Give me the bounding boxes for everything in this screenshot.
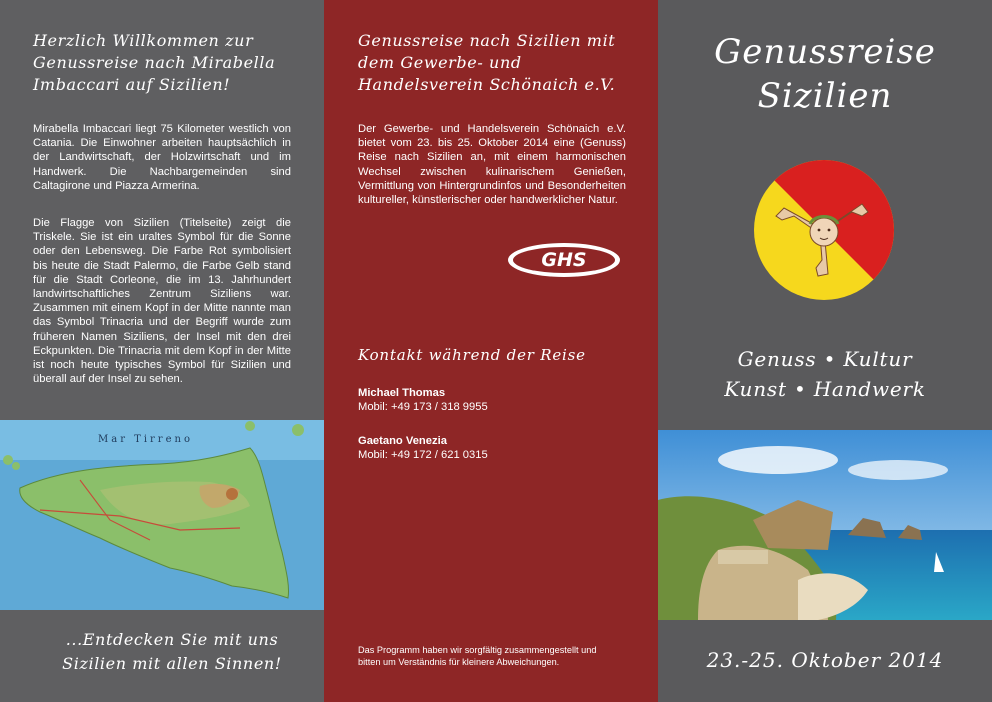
disclaimer-line-2: bitten um Verständnis für kleinere Abweichungen. [358, 657, 560, 667]
middle-panel [324, 0, 658, 702]
contact-name: Michael Thomas [358, 387, 446, 399]
tagline-line-2: Kunst • Handwerk [724, 377, 926, 401]
ghs-logo [506, 240, 622, 280]
map-sea-label: Mar Tirreno [98, 434, 193, 445]
sicily-map [0, 420, 324, 610]
contact-1 [358, 386, 618, 414]
trip-description: Der Gewerbe- und Handelsverein Schönaich e.V. bietet vom 23. bis 25. Oktober 2014 eine (Genuss) Reise nach Sizilien an, mit einem harmonischen Wechsel zwischen kulinarischem Genießen, Vermittlung von Hintergrundinfos und Besonderheiten kultureller, künstlerischer oder handwerklicher Natur. [358, 123, 626, 207]
flag-paragraph: Die Flagge von Sizilien (Titelseite) zeigt die Triskele. Sie ist ein uraltes Symbol für die Sonne oder den Lebensweg. Die Farbe Rot symbolisiert bis heute die Stadt Palermo, die Farbe Gelb stand für die Stadt Corleone, die im 13. Jahrhundert landwirtschaftliches Zentrum Siziliens war. Zusammen mit einem Kopf in der Mitte nannte man das Symbol Trinacria und der Begriff wurde zum früheren Namen Siziliens, der Insel mit den drei Eckpunkten. Die Trinacria mit dem Kopf in der Mitte ist noch heute typisches Symbol für Sizilien und überall auf der Insel zu sehen. [33, 217, 291, 386]
ghs-logo-text: GHS [541, 249, 587, 271]
tagline-line-1: Genuss • Kultur [737, 347, 913, 371]
disclaimer-line-1: Das Programm haben wir sorgfältig zusammengestellt und [358, 645, 597, 655]
cover-tagline [658, 344, 992, 404]
contact-phone: Mobil: +49 172 / 621 0315 [358, 449, 488, 462]
closing-line-1: ...Entdecken Sie mit uns [65, 630, 279, 649]
welcome-heading: Herzlich Willkommen zur Genussreise nach Mirabella Imbaccari auf Sizilien! [33, 31, 276, 94]
trip-heading: Genussreise nach Sizilien mit dem Gewerbe- und Handelsverein Schönaich e.V. [358, 31, 616, 94]
intro-paragraph: Mirabella Imbaccari liegt 75 Kilometer westlich von Catania. Die Einwohner arbeiten hauptsächlich in der Landwirtschaft, der Holzwirtschaft und im Handwerk. Die Nachbargemeinden sind Caltagirone und Piazza Armerina. [33, 123, 291, 192]
cover-title-line-2: Sizilien [757, 76, 893, 116]
closing-text [0, 628, 324, 676]
contact-heading: Kontakt während der Reise [358, 346, 586, 364]
coast-photo [658, 430, 992, 620]
cover-title-line-1: Genussreise [714, 32, 936, 72]
left-panel [0, 0, 324, 702]
sicily-flag-icon [754, 160, 894, 300]
contact-2 [358, 434, 618, 462]
contact-phone: Mobil: +49 173 / 318 9955 [358, 401, 488, 414]
trip-date: 23.-25. Oktober 2014 [706, 648, 944, 672]
closing-line-2: Sizilien mit allen Sinnen! [62, 654, 282, 673]
contact-name: Gaetano Venezia [358, 435, 447, 447]
cover-title [658, 30, 992, 118]
program-disclaimer [358, 644, 638, 668]
right-panel [658, 0, 992, 702]
